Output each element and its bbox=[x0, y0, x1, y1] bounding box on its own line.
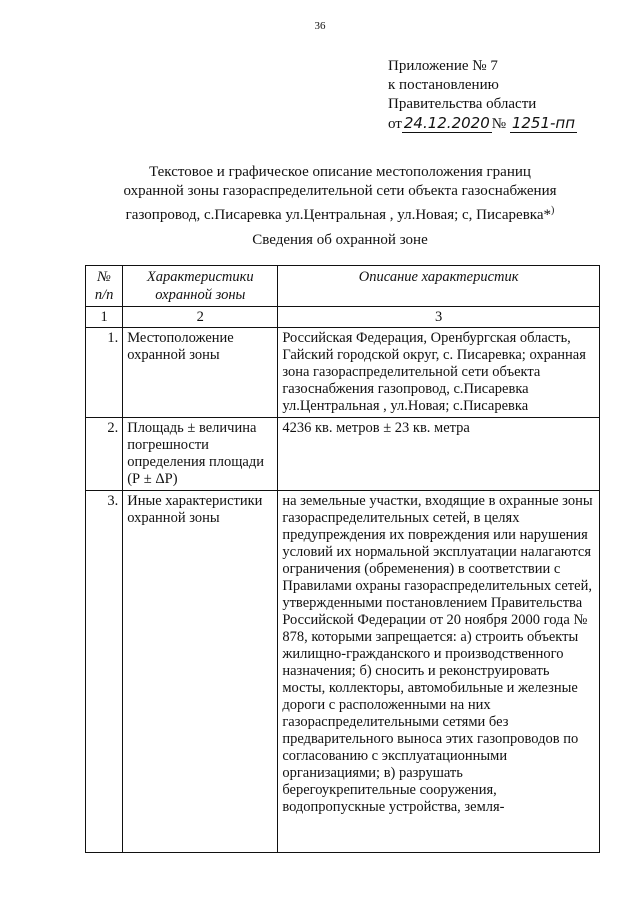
index-cell: 1 bbox=[86, 307, 123, 328]
appendix-block bbox=[388, 57, 577, 134]
row-description: 4236 кв. метров ± 23 кв. метра bbox=[278, 418, 600, 491]
index-cell: 2 bbox=[123, 307, 278, 328]
table-header-row bbox=[86, 266, 600, 307]
appendix-line: Правительства области bbox=[388, 96, 537, 112]
handwritten-number: 1251-пп bbox=[511, 114, 576, 132]
table-row bbox=[86, 418, 600, 491]
title-line-text: газопровод, с.Писаревка ул.Центральная , ул.Новая; с, Писаревка* bbox=[125, 207, 551, 223]
row-characteristic: Местоположение охранной зоны bbox=[123, 328, 278, 418]
table-row bbox=[86, 491, 600, 853]
appendix-date-line bbox=[388, 114, 577, 134]
title-line bbox=[60, 201, 620, 225]
number-label: № bbox=[491, 116, 507, 132]
header-characteristic: Характеристики охранной зоны bbox=[123, 266, 278, 307]
title-line: охранной зоны газораспределительной сети объекта газоснабжения bbox=[123, 183, 557, 199]
zone-table bbox=[85, 265, 600, 853]
appendix-line: к постановлению bbox=[388, 77, 499, 93]
from-label: от bbox=[388, 116, 402, 132]
handwritten-date: 24.12.2020 bbox=[403, 114, 490, 132]
page-number: 36 bbox=[314, 20, 326, 32]
row-number: 1. bbox=[86, 328, 123, 418]
document-title bbox=[60, 163, 620, 225]
appendix-line: Приложение № 7 bbox=[388, 58, 498, 74]
row-number: 2. bbox=[86, 418, 123, 491]
header-description: Описание характеристик bbox=[278, 266, 600, 307]
title-line: Текстовое и графическое описание местоположения границ bbox=[149, 164, 531, 180]
row-description: на земельные участки, входящие в охранные зоны газораспределительных сетей, в целях предупреждения их повреждения или нарушения условий их нормальной эксплуатации налагаются ограничения (обременения) в соответствии с Правилами охраны газораспределительных сетей, утвержденными постановлением Правительства Российской Федерации от 20 ноября 2000 года № 878, которыми запрещается: а) строить объекты жилищно-гражданского и производственного назначения; б) сносить и реконструировать мосты, коллекторы, автомобильные и железные дороги с расположенными на них газораспределительными сетями без предварительного выноса этих газопроводов по согласованию с эксплуатационными организациями; в) разрушать берегоукрепительные сооружения, водопропускные устройства, земля- bbox=[278, 491, 600, 853]
index-cell: 3 bbox=[278, 307, 600, 328]
column-index-row bbox=[86, 307, 600, 328]
row-characteristic: Площадь ± величина погрешности определения площади (Р ± ΔР) bbox=[123, 418, 278, 491]
row-description: Российская Федерация, Оренбургская область, Гайский городской округ, с. Писаревка; охранная зона газораспределительной сети объекта газоснабжения газопровод, с.Писаревка ул.Центральная , ул.Новая; с.Писаревка bbox=[278, 328, 600, 418]
section-subtitle: Сведения об охранной зоне bbox=[252, 232, 428, 248]
row-number: 3. bbox=[86, 491, 123, 853]
header-number: № п/п bbox=[86, 266, 123, 307]
footnote-mark: ) bbox=[551, 205, 555, 216]
row-characteristic: Иные характеристики охранной зоны bbox=[123, 491, 278, 853]
table-row bbox=[86, 328, 600, 418]
